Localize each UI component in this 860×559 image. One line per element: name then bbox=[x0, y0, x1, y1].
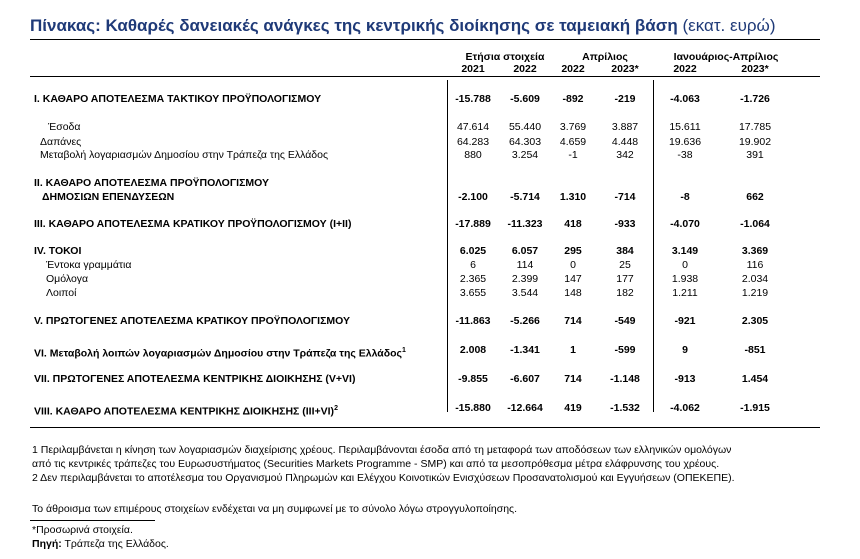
cell: 3.544 bbox=[511, 287, 539, 299]
cell: 9 bbox=[682, 344, 688, 356]
cell: 148 bbox=[564, 287, 582, 299]
cell: -6.607 bbox=[510, 373, 540, 385]
row-label bbox=[34, 402, 338, 419]
cell: -12.664 bbox=[507, 402, 543, 414]
row-label: Έντοκα γραμμάτια bbox=[46, 259, 132, 271]
cell: 880 bbox=[464, 149, 482, 161]
cell: 147 bbox=[564, 273, 582, 285]
year-header: 2021 bbox=[461, 63, 485, 75]
cell: -15.880 bbox=[455, 402, 491, 414]
cell: -4.070 bbox=[670, 218, 700, 230]
cell: -4.062 bbox=[670, 402, 700, 414]
cell: -1.148 bbox=[610, 373, 640, 385]
cell: -851 bbox=[744, 344, 766, 356]
cell: -9.855 bbox=[458, 373, 488, 385]
footnote-2: 2 Δεν περιλαμβάνεται το αποτέλεσμα του Οργανισμού Πληρωμών και Ελέγχου Κοινοτικών Ενισχύσεων Προσανατολισμού και Εγγυήσεων (ΟΠΕΚΕΠΕ). bbox=[32, 472, 735, 484]
row-label bbox=[34, 344, 406, 361]
cell: -1.915 bbox=[740, 402, 770, 414]
cell: -921 bbox=[674, 315, 696, 327]
cell: 714 bbox=[564, 315, 582, 327]
cell: -1.064 bbox=[740, 218, 770, 230]
year-header: 2022 bbox=[513, 63, 537, 75]
cell: 2.034 bbox=[741, 273, 769, 285]
cell: 1 bbox=[570, 344, 576, 356]
group-header-jan-apr: Ιανουάριος-Απρίλιος bbox=[673, 51, 779, 63]
row-label: III. ΚΑΘΑΡΟ ΑΠΟΤΕΛΕΣΜΑ ΚΡΑΤΙΚΟΥ ΠΡΟΫΠΟΛΟΓΙΣΜΟΥ (I+II) bbox=[34, 218, 352, 230]
cell: 3.887 bbox=[611, 121, 639, 133]
row-label: Έσοδα bbox=[48, 121, 81, 133]
year-header: 2022 bbox=[561, 63, 585, 75]
cell: 295 bbox=[564, 245, 582, 257]
cell: 1.310 bbox=[559, 191, 587, 203]
cell: -1.532 bbox=[610, 402, 640, 414]
table-bottom-rule bbox=[30, 427, 820, 428]
cell: -5.609 bbox=[510, 93, 540, 105]
group-header-april: Απρίλιος bbox=[582, 51, 628, 63]
cell: -4.063 bbox=[670, 93, 700, 105]
cell: -5.266 bbox=[510, 315, 540, 327]
cell: 182 bbox=[616, 287, 634, 299]
cell: 3.254 bbox=[511, 149, 539, 161]
cell: 3.149 bbox=[671, 245, 699, 257]
cell: 0 bbox=[682, 259, 688, 271]
row-label: Λοιποί bbox=[46, 287, 77, 299]
cell: 6.057 bbox=[511, 245, 539, 257]
cell: 714 bbox=[564, 373, 582, 385]
row-label: I. ΚΑΘΑΡΟ ΑΠΟΤΕΛΕΣΜΑ ΤΑΚΤΙΚΟΥ ΠΡΟΫΠΟΛΟΓΙΣΜΟΥ bbox=[34, 93, 322, 105]
year-header: 2023* bbox=[741, 63, 769, 75]
cell: 3.369 bbox=[741, 245, 769, 257]
row-label-text: VI. Μεταβολή λοιπών λογαριασμών Δημοσίου στην Τράπεζα της Ελλάδος bbox=[34, 347, 402, 360]
cell: 3.769 bbox=[559, 121, 587, 133]
row-label: Μεταβολή λογαριασμών Δημοσίου στην Τράπεζα της Ελλάδος bbox=[40, 149, 329, 161]
cell: 418 bbox=[564, 218, 582, 230]
cell: 3.655 bbox=[459, 287, 487, 299]
cell: -1.341 bbox=[510, 344, 540, 356]
row-label-continuation: ΔΗΜΟΣΙΩΝ ΕΠΕΝΔΥΣΕΩΝ bbox=[42, 191, 175, 203]
cell: -17.889 bbox=[455, 218, 491, 230]
cell: -933 bbox=[614, 218, 636, 230]
cell: -1.726 bbox=[740, 93, 770, 105]
cell: 17.785 bbox=[738, 121, 772, 133]
cell: 1.454 bbox=[741, 373, 769, 385]
column-separator bbox=[653, 80, 654, 412]
cell: 1.219 bbox=[741, 287, 769, 299]
source-label: Πηγή: bbox=[32, 538, 62, 550]
year-header: 2023* bbox=[611, 63, 639, 75]
source-note bbox=[32, 538, 169, 551]
cell: 6 bbox=[470, 259, 476, 271]
row-label: II. ΚΑΘΑΡΟ ΑΠΟΤΕΛΕΣΜΑ ΠΡΟΫΠΟΛΟΓΙΣΜΟΥ bbox=[34, 177, 269, 189]
cell: 177 bbox=[616, 273, 634, 285]
footnote-1-line-2: από τις κεντρικές τράπεζες του Ευρωσυστήματος (Securities Markets Programme - SMP) και από τα μεσοπρόθεσμα μέτρα ελάφρυνσης του χρέους. bbox=[32, 458, 720, 470]
cell: 2.399 bbox=[511, 273, 539, 285]
footnote-ref: 1 bbox=[402, 347, 406, 354]
cell: 0 bbox=[570, 259, 576, 271]
group-header-annual: Ετήσια στοιχεία bbox=[465, 51, 545, 63]
cell: 2.305 bbox=[741, 315, 769, 327]
row-label: Δαπάνες bbox=[40, 136, 82, 148]
cell: -714 bbox=[614, 191, 636, 203]
header-bottom-rule bbox=[30, 76, 820, 77]
cell: 2.365 bbox=[459, 273, 487, 285]
cell: 6.025 bbox=[459, 245, 487, 257]
footnote-1-line-1: 1 Περιλαμβάνεται η κίνηση των λογαριασμών διαχείρισης χρέους. Περιλαμβάνονται έσοδα από τη μεταφορά των αποδόσεων των ελληνικών ομολόγων bbox=[32, 444, 732, 456]
rounding-note: Το άθροισμα των επιμέρους στοιχείων ενδέχεται να μη συμφωνεί με το σύνολο λόγω στρογγυλοποίησης. bbox=[32, 503, 518, 515]
cell: 391 bbox=[746, 149, 764, 161]
cell: -599 bbox=[614, 344, 636, 356]
cell: 4.659 bbox=[559, 136, 587, 148]
cell: -892 bbox=[562, 93, 584, 105]
cell: 19.636 bbox=[668, 136, 702, 148]
page-title bbox=[30, 16, 776, 36]
cell: -1 bbox=[568, 149, 578, 161]
cell: 342 bbox=[616, 149, 634, 161]
cell: -913 bbox=[674, 373, 696, 385]
cell: 19.902 bbox=[738, 136, 772, 148]
cell: 47.614 bbox=[456, 121, 490, 133]
cell: 384 bbox=[616, 245, 634, 257]
row-label-text: VIII. ΚΑΘΑΡΟ ΑΠΟΤΕΛΕΣΜΑ ΚΕΝΤΡΙΚΗΣ ΔΙΟΙΚΗΣΗΣ (III+VI) bbox=[34, 405, 335, 418]
cell: -11.863 bbox=[455, 315, 491, 327]
cell: -549 bbox=[614, 315, 636, 327]
row-label: IV. ΤΟΚΟΙ bbox=[34, 245, 82, 257]
cell: -38 bbox=[677, 149, 693, 161]
title-main: Πίνακας: Καθαρές δανειακές ανάγκες της κεντρικής διοίκησης σε ταμειακή βάση bbox=[30, 16, 678, 35]
header-top-rule bbox=[30, 39, 820, 40]
cell: 1.211 bbox=[672, 287, 698, 299]
cell: 419 bbox=[564, 402, 582, 414]
provisional-note: *Προσωρινά στοιχεία. bbox=[32, 524, 133, 536]
cell: 116 bbox=[746, 259, 764, 271]
cell: 64.283 bbox=[456, 136, 490, 148]
row-label: Ομόλογα bbox=[46, 273, 89, 285]
cell: -219 bbox=[614, 93, 636, 105]
cell: 64.303 bbox=[508, 136, 542, 148]
cell: 114 bbox=[516, 259, 534, 271]
cell: 2.008 bbox=[459, 344, 487, 356]
cell: 1.938 bbox=[671, 273, 699, 285]
cell: -2.100 bbox=[458, 191, 488, 203]
row-label: VII. ΠΡΩΤΟΓΕΝΕΣ ΑΠΟΤΕΛΕΣΜΑ ΚΕΝΤΡΙΚΗΣ ΔΙΟΙΚΗΣΗΣ (V+VI) bbox=[34, 373, 356, 385]
notes-rule bbox=[30, 520, 155, 521]
source-value: Τράπεζα της Ελλάδος. bbox=[64, 538, 169, 550]
cell: 15.611 bbox=[669, 121, 701, 133]
year-header: 2022 bbox=[673, 63, 697, 75]
cell: -15.788 bbox=[455, 93, 491, 105]
cell: 4.448 bbox=[611, 136, 639, 148]
cell: 662 bbox=[746, 191, 764, 203]
cell: -5.714 bbox=[510, 191, 540, 203]
title-unit: (εκατ. ευρώ) bbox=[682, 16, 776, 35]
footnote-ref: 2 bbox=[334, 405, 338, 412]
cell: 25 bbox=[619, 259, 631, 271]
row-label: V. ΠΡΩΤΟΓΕΝΕΣ ΑΠΟΤΕΛΕΣΜΑ ΚΡΑΤΙΚΟΥ ΠΡΟΫΠΟΛΟΓΙΣΜΟΥ bbox=[34, 315, 351, 327]
cell: -8 bbox=[680, 191, 690, 203]
cell: -11.323 bbox=[507, 218, 543, 230]
cell: 55.440 bbox=[508, 121, 542, 133]
